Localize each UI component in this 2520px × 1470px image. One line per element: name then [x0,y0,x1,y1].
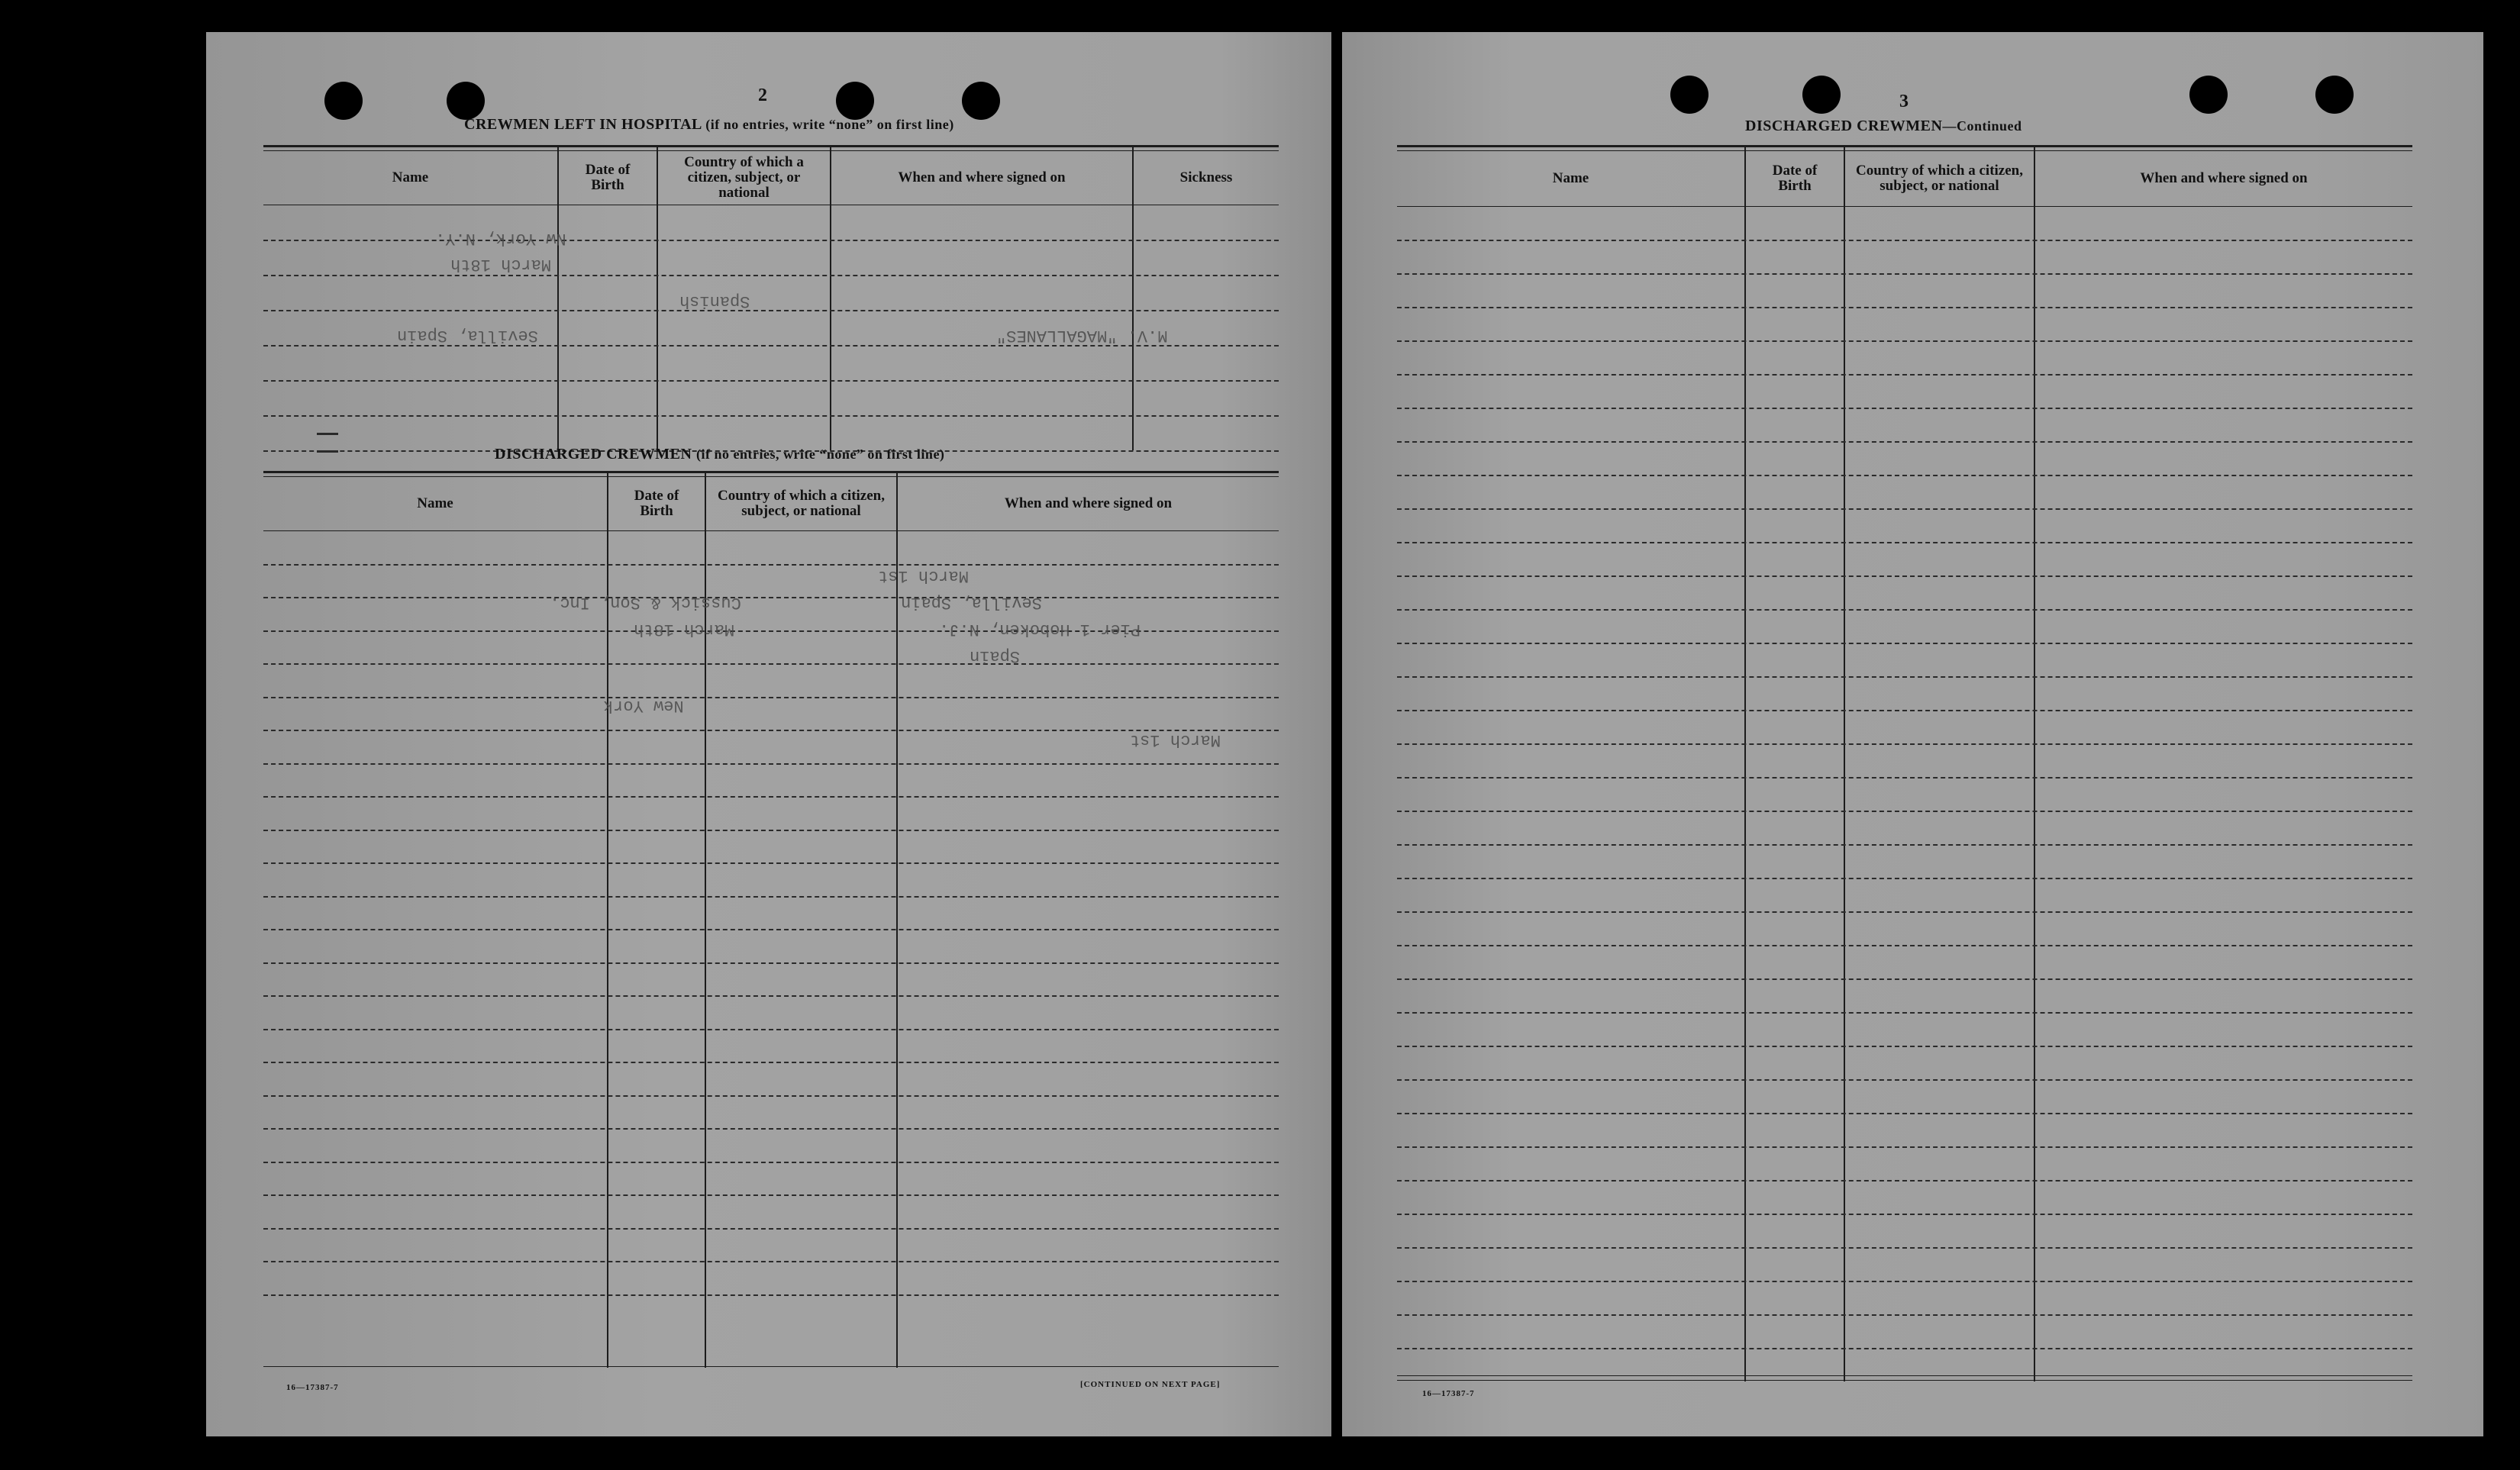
table-row-line [1397,508,2412,510]
table-row-line [1397,1314,2412,1316]
table-row-line [1397,1146,2412,1148]
hospital-section-title: CREWMEN LEFT IN HOSPITAL (if no entries, write “none” on first line) [464,116,954,133]
table-row-line [1397,811,2412,812]
col-header-country: Country of which a citizen, subject, or national [684,154,804,201]
punch-hole [1670,76,1709,114]
bleed-through-text: March 1st [878,566,969,585]
table-row-line [1397,340,2412,342]
discharged-continued-title: DISCHARGED CREWMEN—Continued [1745,118,2022,134]
bleed-through-text: M.V. "MAGALLANES" [996,326,1168,345]
page-number: 3 [1899,92,1909,111]
table-row-line [1397,878,2412,879]
table-row-line [1397,911,2412,913]
table-row-line [1397,307,2412,308]
bleed-through-text: March 18th [634,620,735,639]
col-header-name: Name [392,169,429,185]
col-header-country: Country of which a citizen, subject, or national [717,488,885,519]
tick-mark [317,433,338,435]
table-row-line [1397,777,2412,779]
form-number: 16—17387-7 [1422,1389,1475,1398]
table-row-line [1397,1046,2412,1047]
table-row-line [263,275,1279,276]
col-header-country: Country of which a citizen, subject, or national [1855,163,2023,194]
table-row-line [1397,575,2412,577]
table-row-line [1397,609,2412,611]
col-header-signed-on: When and where signed on [898,169,1066,185]
table-row-line [1397,945,2412,946]
table-row-line [1397,1012,2412,1014]
table-row-line [1397,710,2412,711]
table-row-line [263,929,1279,930]
table-row-line [263,597,1279,598]
col-header-date-of-birth: Date of Birth [1772,163,1818,194]
col-header-name: Name [1552,170,1589,186]
punch-hole [962,82,1000,120]
col-header-signed-on: When and where signed on [1004,495,1173,511]
col-header-signed-on: When and where signed on [2140,170,2308,186]
table-row-line [263,1062,1279,1063]
form-number: 16—17387-7 [286,1383,339,1392]
col-header-sickness: Sickness [1179,169,1233,185]
table-row-line [1397,1281,2412,1282]
bleed-through-text: Spanish [679,292,750,311]
continued-note: [CONTINUED ON NEXT PAGE] [1080,1380,1221,1389]
page-number: 2 [758,85,767,105]
table-row-line [263,763,1279,765]
table-row-line [1397,408,2412,409]
table-row-line [263,697,1279,698]
table-row-line [1397,978,2412,980]
bleed-through-text: Nw York, N.Y. [435,229,566,248]
table-row-line [263,663,1279,665]
tick-mark [317,450,338,453]
table-row-line [263,310,1279,311]
punch-hole [1802,76,1841,114]
table-row-line [1397,1113,2412,1114]
left-form-page [206,32,1331,1436]
bleed-through-text: March 18th [450,255,552,274]
table-row-line [263,830,1279,831]
table-row-line [263,1095,1279,1097]
table-row-line [263,380,1279,382]
table-row-line [1397,1214,2412,1215]
col-header-date-of-birth: Date of Birth [634,488,679,519]
discharged-table [263,471,1279,1368]
discharged-section-title: DISCHARGED CREWMEN (if no entries, write “none” on first line) [495,446,945,463]
table-row-line [1397,643,2412,644]
punch-hole [2189,76,2228,114]
table-row-line [1397,1247,2412,1249]
table-row-line [263,962,1279,964]
bleed-through-text: New York [603,696,684,715]
punch-hole [324,82,363,120]
table-row-line [1397,542,2412,543]
bleed-through-text: Spain [970,646,1021,666]
col-header-name: Name [417,495,453,511]
table-row-line [1397,676,2412,678]
table-row-line [263,896,1279,898]
table-row-line [263,415,1279,417]
table-row-line [1397,844,2412,846]
hospital-table [263,145,1279,450]
table-row-line [263,1128,1279,1130]
col-header-date-of-birth: Date of Birth [585,162,631,193]
table-row-line [263,1261,1279,1262]
discharged-continued-table [1397,145,2412,1381]
table-row-line [263,862,1279,864]
table-row-line [1397,1180,2412,1181]
table-row-line [1397,273,2412,275]
table-row-line [263,796,1279,798]
table-row-line [1397,441,2412,443]
table-row-line [1397,1079,2412,1081]
table-row-line [263,564,1279,566]
bleed-through-text: March 1st [1130,730,1221,750]
table-row-line [263,1294,1279,1296]
table-row-line [1397,743,2412,745]
table-row-line [1397,1348,2412,1349]
bleed-through-text: Pier 1 Hoboken, N.J. [939,620,1141,639]
punch-hole [2315,76,2354,114]
table-row-line [263,1228,1279,1230]
table-row-line [1397,475,2412,476]
table-row-line [263,1162,1279,1163]
table-row-line [1397,374,2412,376]
table-row-line [263,995,1279,997]
right-form-page [1342,32,2483,1436]
table-row-line [263,240,1279,241]
table-row-line [1397,240,2412,241]
bleed-through-text: Sevilla, Spain [397,326,538,345]
table-row-line [263,345,1279,347]
punch-hole [447,82,485,120]
table-row-line [263,1194,1279,1196]
bleed-through-text: Cussick & Son, Inc. [550,593,741,612]
table-row-line [263,730,1279,731]
bleed-through-text: Sevilla, Spain [901,593,1042,612]
table-row-line [263,1029,1279,1030]
punch-hole [836,82,874,120]
